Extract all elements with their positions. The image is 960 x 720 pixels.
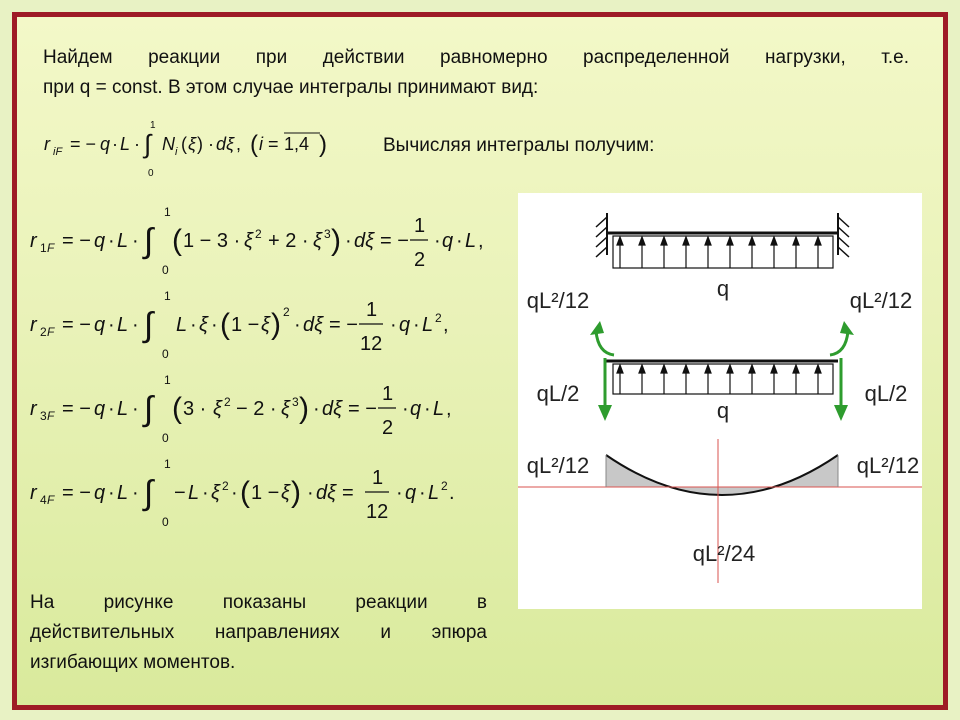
svg-text:0: 0 — [148, 168, 154, 179]
svg-text:1: 1 — [366, 299, 378, 321]
svg-text:1: 1 — [382, 383, 394, 405]
svg-text:·: · — [390, 314, 397, 336]
svg-text:= −: = − — [62, 482, 91, 504]
moment-arrowhead-right — [840, 321, 854, 335]
svg-text:q: q — [94, 398, 106, 420]
svg-text:·: · — [112, 134, 118, 154]
svg-text:N: N — [162, 134, 175, 154]
svg-text:+ 2 ·: + 2 · — [268, 230, 309, 252]
svg-text:r: r — [44, 134, 50, 154]
svg-text:,: , — [446, 398, 452, 420]
formula-r2-svg — [30, 286, 520, 362]
svg-text:− 2 ·: − 2 · — [236, 398, 277, 420]
svg-text:·: · — [434, 230, 441, 252]
svg-text:·: · — [231, 482, 238, 504]
svg-text:1: 1 — [164, 373, 171, 387]
svg-text:L: L — [422, 314, 434, 336]
intro-line-1: Найдем реакции при действии равномерно распределенной нагрузки, т.е. — [43, 47, 909, 68]
formula-r3 — [30, 370, 520, 446]
svg-text:L: L — [433, 398, 445, 420]
svg-text:dξ: dξ — [322, 398, 343, 420]
svg-text:3: 3 — [324, 227, 331, 241]
svg-text:·: · — [211, 314, 218, 336]
svg-text:2: 2 — [224, 395, 231, 409]
svg-text:= −: = − — [62, 314, 91, 336]
svg-text:dξ: dξ — [316, 482, 337, 504]
svg-text:(: ( — [172, 224, 182, 257]
svg-text:0: 0 — [162, 515, 169, 529]
svg-text:2: 2 — [435, 311, 442, 325]
shear-label-left: qL/2 — [536, 381, 580, 406]
moment-arrow-right — [830, 331, 848, 355]
svg-text:3: 3 — [40, 409, 47, 423]
svg-text:∫: ∫ — [144, 222, 154, 260]
svg-text:1 −: 1 − — [251, 482, 280, 504]
svg-text:·: · — [307, 482, 314, 504]
shear-arrowhead-right — [834, 405, 848, 421]
formula-r1-svg — [30, 202, 520, 278]
svg-text:∫: ∫ — [144, 390, 154, 428]
svg-text:r: r — [30, 482, 37, 504]
svg-text:3: 3 — [292, 395, 299, 409]
svg-text:2: 2 — [382, 417, 394, 439]
svg-text:·: · — [132, 398, 139, 420]
svg-text:L: L — [465, 230, 477, 252]
shear-arrowhead-left — [598, 405, 612, 421]
formula-r1 — [30, 202, 520, 278]
svg-text:= −: = − — [62, 398, 91, 420]
svg-text:1: 1 — [150, 120, 156, 131]
svg-text:= −: = − — [348, 398, 377, 420]
svg-text:q: q — [94, 314, 106, 336]
svg-text:2: 2 — [283, 305, 290, 319]
svg-text:·: · — [294, 314, 301, 336]
svg-text:iF: iF — [53, 146, 63, 158]
svg-text:·: · — [132, 482, 139, 504]
svg-text:·: · — [413, 314, 420, 336]
svg-text:·: · — [190, 314, 197, 336]
general-formula-svg — [44, 118, 364, 180]
svg-text:0: 0 — [162, 263, 169, 277]
caption-line-2: действительных направлениях и эпюра — [30, 622, 487, 643]
svg-text:ξ: ξ — [281, 482, 290, 504]
shear-label-right: qL/2 — [864, 381, 908, 406]
fixed-beam — [596, 213, 849, 301]
svg-text:=: = — [268, 134, 279, 154]
svg-text:3 ·: 3 · — [183, 398, 207, 420]
svg-text:): ) — [319, 131, 327, 158]
formula-r3-svg — [30, 370, 520, 446]
computing-text: Вычисляя интегралы получим: — [383, 135, 655, 156]
moment-label-left-lower: qL²/12 — [526, 453, 590, 478]
svg-text:ξ: ξ — [188, 134, 197, 154]
load-label-middle: q — [716, 398, 730, 423]
svg-text:1: 1 — [414, 215, 426, 237]
svg-text:1: 1 — [372, 467, 384, 489]
svg-text:∫: ∫ — [144, 306, 154, 344]
svg-text:q: q — [410, 398, 422, 420]
svg-text:F: F — [47, 325, 55, 339]
svg-text:L: L — [117, 482, 129, 504]
svg-text:,: , — [443, 314, 449, 336]
svg-text:·: · — [313, 398, 320, 420]
svg-text:(: ( — [240, 476, 250, 509]
moment-label-right-upper: qL²/12 — [849, 288, 913, 313]
svg-text:): ) — [271, 308, 281, 341]
svg-text:·: · — [424, 398, 431, 420]
svg-text:·: · — [108, 230, 115, 252]
svg-text:·: · — [208, 134, 214, 154]
svg-text:2: 2 — [40, 325, 47, 339]
svg-text:∫: ∫ — [144, 129, 152, 159]
svg-text:·: · — [202, 482, 209, 504]
svg-text:2: 2 — [414, 249, 426, 271]
svg-text:,: , — [478, 230, 484, 252]
svg-text:dξ: dξ — [216, 134, 235, 154]
svg-text:·: · — [134, 134, 140, 154]
svg-text:F: F — [47, 409, 55, 423]
moment-label-left-upper: qL²/12 — [526, 288, 590, 313]
svg-text:L: L — [117, 314, 129, 336]
svg-text:0: 0 — [162, 347, 169, 361]
svg-text:=: = — [342, 482, 354, 504]
svg-text:= −: = − — [329, 314, 358, 336]
svg-text:·: · — [108, 314, 115, 336]
svg-text:ξ: ξ — [213, 398, 222, 420]
svg-text:): ) — [299, 392, 309, 425]
svg-text:dξ: dξ — [303, 314, 324, 336]
intro-paragraph — [43, 43, 909, 103]
caption-line-3: изгибающих моментов. — [30, 652, 236, 673]
svg-text:.: . — [449, 482, 455, 504]
svg-text:4: 4 — [40, 493, 47, 507]
load-label-top: q — [716, 276, 730, 301]
load-arrows-top — [617, 237, 821, 268]
svg-text:ξ: ξ — [313, 230, 322, 252]
svg-text:q: q — [94, 230, 106, 252]
moment-label-right-lower: qL²/12 — [856, 453, 920, 478]
beam-diagram-svg — [518, 193, 922, 609]
midspan-moment-label: qL²/24 — [692, 541, 756, 566]
svg-text:1: 1 — [164, 457, 171, 471]
svg-text:,: , — [236, 134, 242, 154]
svg-text:·: · — [345, 230, 352, 252]
svg-text:·: · — [456, 230, 463, 252]
svg-text:12: 12 — [366, 501, 389, 523]
svg-text:·: · — [108, 398, 115, 420]
svg-text:·: · — [396, 482, 403, 504]
svg-text:1 − 3 ·: 1 − 3 · — [183, 230, 241, 252]
svg-text:(: ( — [181, 134, 187, 154]
svg-text:q: q — [94, 482, 106, 504]
formula-r4-svg — [30, 454, 520, 530]
svg-text:2: 2 — [255, 227, 262, 241]
formula-r2 — [30, 286, 520, 362]
svg-text:(: ( — [220, 308, 230, 341]
svg-text:L: L — [117, 230, 129, 252]
released-beam — [606, 361, 838, 423]
beam-figure — [518, 193, 922, 609]
svg-text:): ) — [331, 224, 341, 257]
svg-text:F: F — [47, 493, 55, 507]
load-arrows-middle — [617, 365, 821, 394]
svg-text:i: i — [175, 146, 178, 158]
svg-text:·: · — [402, 398, 409, 420]
svg-text:i: i — [259, 134, 263, 154]
svg-text:ξ: ξ — [199, 314, 208, 336]
caption-line-1: На рисунке показаны реакции в — [30, 592, 487, 613]
svg-text:q: q — [100, 134, 111, 154]
svg-text:r: r — [30, 314, 37, 336]
svg-text:ξ: ξ — [281, 398, 290, 420]
formula-r4 — [30, 454, 520, 530]
general-formula — [44, 118, 364, 180]
svg-text:L: L — [188, 482, 200, 504]
svg-text:= −: = − — [70, 134, 97, 154]
svg-text:−: − — [174, 482, 186, 504]
svg-text:ξ: ξ — [261, 314, 270, 336]
svg-text:1: 1 — [40, 241, 47, 255]
svg-text:0: 0 — [162, 431, 169, 445]
svg-text:= −: = − — [62, 230, 91, 252]
svg-text:): ) — [291, 476, 301, 509]
svg-text:(: ( — [250, 131, 258, 158]
svg-text:·: · — [108, 482, 115, 504]
svg-text:dξ: dξ — [354, 230, 375, 252]
caption-paragraph — [30, 588, 487, 678]
svg-text:r: r — [30, 230, 37, 252]
svg-text:·: · — [132, 230, 139, 252]
svg-text:q: q — [442, 230, 454, 252]
svg-text:r: r — [30, 398, 37, 420]
svg-text:L: L — [120, 134, 131, 154]
svg-text:∫: ∫ — [144, 474, 154, 512]
svg-text:1 −: 1 − — [231, 314, 260, 336]
svg-text:ξ: ξ — [244, 230, 253, 252]
moment-arrowhead-left — [590, 321, 604, 335]
svg-text:= −: = − — [380, 230, 409, 252]
svg-text:L: L — [117, 398, 129, 420]
svg-text:L: L — [176, 314, 188, 336]
svg-text:1: 1 — [164, 289, 171, 303]
moment-arrow-left — [596, 331, 614, 355]
svg-text:q: q — [399, 314, 411, 336]
svg-text:2: 2 — [222, 479, 229, 493]
svg-text:1: 1 — [164, 205, 171, 219]
svg-text:·: · — [132, 314, 139, 336]
intro-line-2: при q = const. В этом случае интегралы принимают вид: — [43, 77, 539, 98]
svg-text:L: L — [428, 482, 440, 504]
svg-text:): ) — [197, 134, 203, 154]
svg-text:q: q — [405, 482, 417, 504]
svg-text:ξ: ξ — [211, 482, 220, 504]
svg-text:(: ( — [172, 392, 182, 425]
svg-text:·: · — [419, 482, 426, 504]
svg-text:1,4: 1,4 — [284, 134, 310, 154]
svg-text:12: 12 — [360, 333, 383, 355]
svg-text:2: 2 — [441, 479, 448, 493]
svg-text:F: F — [47, 241, 55, 255]
